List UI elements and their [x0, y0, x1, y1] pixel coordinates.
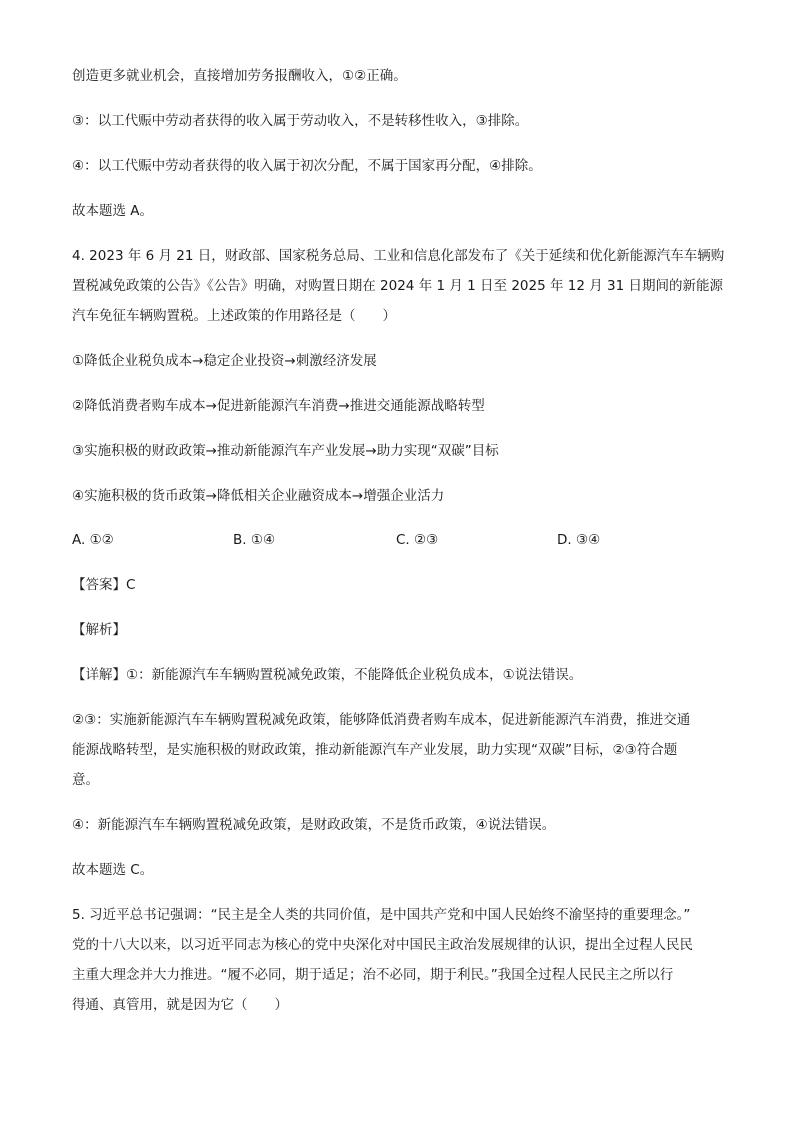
question-5-stem-line-1: 5. 习近平总书记强调：“民主是全人类的共同价值，是中国共产党和中国人民始终不渝坚持的重要理念。”: [72, 907, 691, 923]
analysis-line-1-2-correct: 创造更多就业机会，直接增加劳务报酬收入，①②正确。: [72, 68, 407, 84]
question-4-conclusion: 故本题选 C。: [72, 862, 154, 878]
question-4-stem-line-3: 汽车免征车辆购置税。上述政策的作用路径是（ ）: [72, 308, 396, 324]
question-4-option-b: B. ①④: [233, 532, 276, 548]
question-4-stem-line-1: 4. 2023 年 6 月 21 日，财政部、国家税务总局、工业和信息化部发布了《关于延续和优化新能源汽车车辆购: [72, 248, 725, 264]
question-4-detail-line-1: 【详解】①：新能源汽车车辆购置税减免政策，不能降低企业税负成本，①说法错误。: [72, 667, 583, 683]
question-4-option-c: C. ②③: [396, 532, 439, 548]
question-4-stem-line-2: 置税减免政策的公告》《公告》明确，对购置日期在 2024 年 1 月 1 日至 2025 年 12 月 31 日期间的新能源: [72, 278, 723, 294]
question-4-detail-line-2: ②③：实施新能源汽车车辆购置税减免政策，能够降低消费者购车成本，促进新能源汽车消费，推进交通: [72, 712, 691, 728]
analysis-line-4-excluded: ④：以工代赈中劳动者获得的收入属于初次分配，不属于国家再分配，④排除。: [72, 158, 542, 174]
analysis-line-3-excluded: ③：以工代赈中劳动者获得的收入属于劳动收入，不是转移性收入，③排除。: [72, 113, 529, 129]
question-4-statement-3: ③实施积极的财政政策→推动新能源汽车产业发展→助力实现“双碳”目标: [72, 443, 499, 459]
question-4-analysis-label: 【解析】: [72, 622, 126, 638]
question-4-answer: 【答案】C: [72, 577, 136, 593]
question-4-option-d: D. ③④: [557, 532, 601, 548]
question-4-detail-line-3: 能源战略转型，是实施积极的财政政策，推动新能源汽车产业发展，助力实现“双碳”目标，②③符合题: [72, 742, 678, 758]
question-5-stem-line-3: 主重大理念并大力推进。“履不必同，期于适足；治不必同，期于利民。”我国全过程人民民主之所以行: [72, 967, 674, 983]
question-4-statement-1: ①降低企业税负成本→稳定企业投资→刺激经济发展: [72, 353, 377, 369]
previous-conclusion: 故本题选 A。: [72, 203, 154, 219]
question-5-stem-line-4: 得通、真管用，就是因为它（ ）: [72, 997, 288, 1013]
question-4-detail-line-4: 意。: [72, 772, 99, 788]
question-4-detail-line-5: ④：新能源汽车车辆购置税减免政策，是财政政策，不是货币政策，④说法错误。: [72, 817, 556, 833]
question-4-statement-4: ④实施积极的货币政策→降低相关企业融资成本→增强企业活力: [72, 488, 445, 504]
question-4-statement-2: ②降低消费者购车成本→促进新能源汽车消费→推进交通能源战略转型: [72, 398, 485, 414]
question-4-option-a: A. ①②: [72, 532, 114, 548]
question-5-stem-line-2: 党的十八大以来，以习近平同志为核心的党中央深化对中国民主政治发展规律的认识，提出全过程人民民: [72, 937, 693, 953]
